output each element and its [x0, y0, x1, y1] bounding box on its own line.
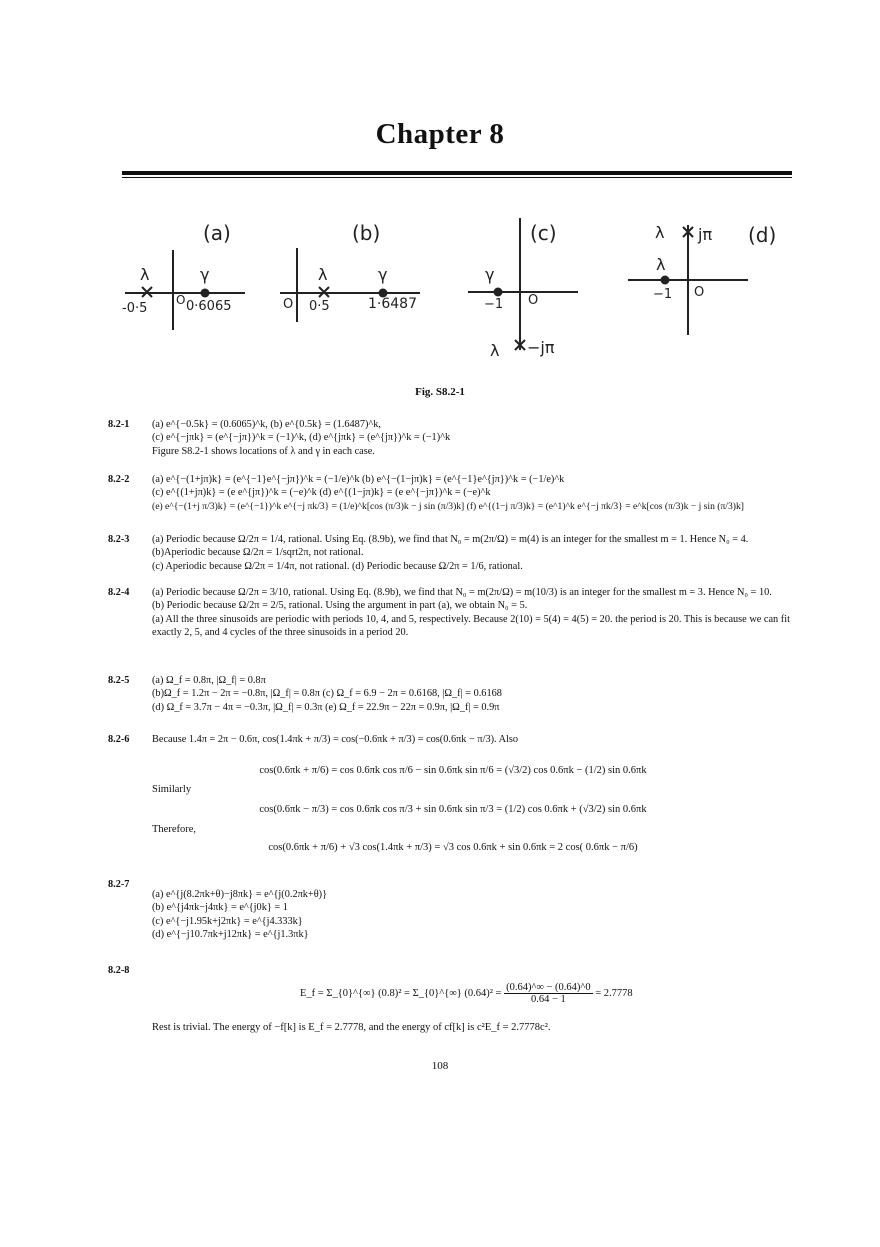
panel-d-gamma: λ	[656, 255, 666, 274]
energy-result: = 2.7778	[595, 987, 633, 999]
problem-line: (a) e^{−(1+jπ)k} = (e^{−1}e^{−jπ})^k = (−1/e)^k (b) e^{−(1−jπ)k} = (e^{−1}e^{jπ})^k = (−1/e)^k	[152, 474, 565, 485]
panel-a-gamma: γ	[200, 265, 210, 284]
problem-line: (a) Ω_f = 0.8π, |Ω_f| = 0.8π	[152, 675, 266, 686]
panel-c-lambda: λ	[490, 341, 500, 360]
panel-c-im-mark: −jπ	[527, 338, 555, 357]
panel-b-origin: O	[283, 297, 294, 312]
problem-number: 8.2-8	[108, 965, 130, 976]
problem-number: 8.2-3	[108, 534, 130, 545]
energy-sum-2: Σ_{0}^{∞} (0.64)²	[412, 987, 493, 999]
problem-number: 8.2-4	[108, 587, 130, 598]
fraction-denominator: 0.64 − 1	[530, 994, 566, 1005]
panel-d-origin: O	[694, 285, 705, 300]
problem-line: (a) e^{j(8.2πk+θ)−j8πk} = e^{j(0.2πk+θ)}	[152, 889, 328, 900]
figure-caption: Fig. S8.2-1	[415, 386, 465, 398]
problem-8-2-4	[108, 586, 798, 640]
problem-number: 8.2-2	[108, 474, 130, 485]
panel-a-lambda: λ	[140, 265, 150, 284]
equation-cos-sum: cos(0.6πk + π/6) = cos 0.6πk cos π/6 − sin 0.6πk sin π/6 = (√3/2) cos 0.6πk − (1/2) sin 0.6πk	[259, 765, 647, 776]
problem-8-2-2	[108, 473, 798, 513]
problem-line: Because 1.4π = 2π − 0.6π, cos(1.4πk + π/3) = cos(−0.6πk + π/3) = cos(0.6πk − π/3). Also	[152, 734, 519, 745]
problem-line: (c) Aperiodic because Ω/2π = 1/4π, not rational. (d) Periodic because Ω/2π = 1/6, rational.	[152, 560, 523, 572]
pole-diagram-figure	[0, 200, 880, 370]
therefore-label: Therefore,	[152, 824, 197, 835]
panel-b-lambda: λ	[318, 265, 328, 284]
page-number: 108	[431, 1060, 449, 1072]
problem-line: (c) e^{(1+jπ)k} = (e e^{jπ})^k = (−e)^k (d) e^{(1−jπ)k} = (e e^{−jπ})^k = (−e)^k	[152, 487, 491, 499]
fraction-numerator: (0.64)^∞ − (0.64)^0	[506, 982, 591, 993]
problem-line: (a) All the three sinusoids are periodic with periods 10, 4, and 5, respectively. Because 2(10) = 5(4) = 4(5) = 20. the period is 20. This is because we can fit exactly 2, 5, and 4 cycles of the three sinusoids in a period 20.	[152, 613, 790, 639]
panel-a-x-right: 0·6065	[186, 299, 232, 314]
problem-number: 8.2-6	[108, 734, 130, 745]
problem-number: 8.2-5	[108, 675, 130, 686]
panel-d-label: (d)	[748, 223, 777, 247]
equation-result: cos(0.6πk + π/6) + √3 cos(1.4πk + π/3) = √3 cos 0.6πk + sin 0.6πk = 2 cos( 0.6πk − π/6)	[268, 842, 638, 853]
energy-equation: E_f = Σ_{0}^{∞} (0.8)² = Σ_{0}^{∞} (0.64)² = $\frac{(0.64)\^{}\infty - (0.64)\^{}0}{0.64 - 1}$ = 2.7778	[300, 982, 633, 1005]
energy-sum-1: Σ_{0}^{∞} (0.8)²	[326, 987, 402, 999]
problem-line: (b)Ω_f = 1.2π − 2π = −0.8π, |Ω_f| = 0.8π (c) Ω_f = 6.9 − 2π = 0.6168, |Ω_f| = 0.6168	[152, 688, 502, 700]
panel-c-label: (c)	[530, 221, 557, 245]
problem-line: (a) e^{−0.5k} = (0.6065)^k, (b) e^{0.5k} = (1.6487)^k,	[152, 419, 381, 430]
problem-line: (c) e^{−j1.95k+j2πk} = e^{j4.333k}	[152, 915, 303, 927]
panel-c-origin: O	[528, 293, 539, 308]
problem-8-2-6	[108, 733, 798, 746]
panel-a-label: (a)	[203, 221, 231, 245]
panel-d-x-left: −1	[653, 287, 673, 302]
panel-b-x-left: 0·5	[309, 299, 330, 314]
problem-line: (b) Periodic because Ω/2π = 2/5, rational. Using the argument in part (a), we obtain N₀ = 5.	[152, 600, 528, 612]
problem-number: 8.2-7	[108, 879, 130, 890]
problem-line: (a) Periodic because Ω/2π = 3/10, rational. Using Eq. (8.9b), we find that N₀ = m(2π/Ω) = m(10/3) is an integer for the smallest m = 3. Hence N₀ = 10.	[152, 587, 772, 598]
panel-a-x-left: -0·5	[122, 301, 148, 316]
problem-number: 8.2-1	[108, 419, 130, 430]
problem-8-2-5	[108, 674, 798, 714]
panel-d-lambda: λ	[655, 223, 665, 242]
problem-line: (c) e^{−jπk} = (e^{−jπ})^k = (−1)^k, (d) e^{jπk} = (e^{jπ})^k = (−1)^k	[152, 432, 451, 444]
problem-line: Figure S8.2-1 shows locations of λ and γ in each case.	[152, 445, 375, 457]
similarly-label: Similarly	[152, 784, 192, 795]
panel-c-x-left: −1	[484, 297, 504, 312]
problem-line: (d) Ω_f = 3.7π − 4π = −0.3π, |Ω_f| = 0.3π (e) Ω_f = 22.9π − 22π = 0.9π, |Ω_f| = 0.9π	[152, 701, 500, 713]
rest-note: Rest is trivial. The energy of −f[k] is E_f = 2.7778, and the energy of cf[k] is c²E_f = 2.7778c².	[152, 1022, 551, 1033]
panel-c-gamma: γ	[485, 265, 495, 284]
panel-b-label: (b)	[352, 221, 381, 245]
panel-b-gamma: γ	[378, 265, 388, 284]
panel-a-origin: O	[176, 293, 186, 307]
problem-line: (b) e^{j4πk−j4πk} = e^{j0k} = 1	[152, 902, 288, 914]
title-rule	[122, 171, 792, 175]
problem-line: (a) Periodic because Ω/2π = 1/4, rational. Using Eq. (8.9b), we find that N₀ = m(2π/Ω) = m(4) is an integer for the smallest m = 1. Hence N₀ = 4. (b)Aperiodic because Ω/2π = 1/sqrt2π, not rational.	[152, 534, 749, 559]
problem-8-2-3	[108, 533, 798, 573]
problem-line: (d) e^{−j10.7πk+j12πk} = e^{j1.3πk}	[152, 929, 309, 941]
problem-8-2-7	[108, 878, 798, 942]
panel-b-x-right: 1·6487	[368, 296, 417, 312]
energy-lhs: E_f =	[300, 987, 327, 999]
energy-fraction	[504, 982, 593, 1005]
equation-cos-diff: cos(0.6πk − π/3) = cos 0.6πk cos π/3 + sin 0.6πk sin π/3 = (1/2) cos 0.6πk + (√3/2) sin 0.6πk	[259, 804, 647, 815]
panel-d-im-mark: jπ	[698, 225, 713, 244]
problem-8-2-1	[108, 418, 798, 458]
title-rule-thin	[122, 177, 792, 178]
problem-line: (e) e^{−(1+j π/3)k} = (e^{−1})^k e^{−j πk/3} = (1/e)^k[cos (π/3)k − j sin (π/3)k] (f) e^{(1−j π/3)k} = (e^1)^k e^{−j πk/3} = e^k[cos (π/3)k − j sin (π/3)k]	[152, 500, 744, 512]
chapter-title: Chapter 8	[375, 118, 505, 150]
